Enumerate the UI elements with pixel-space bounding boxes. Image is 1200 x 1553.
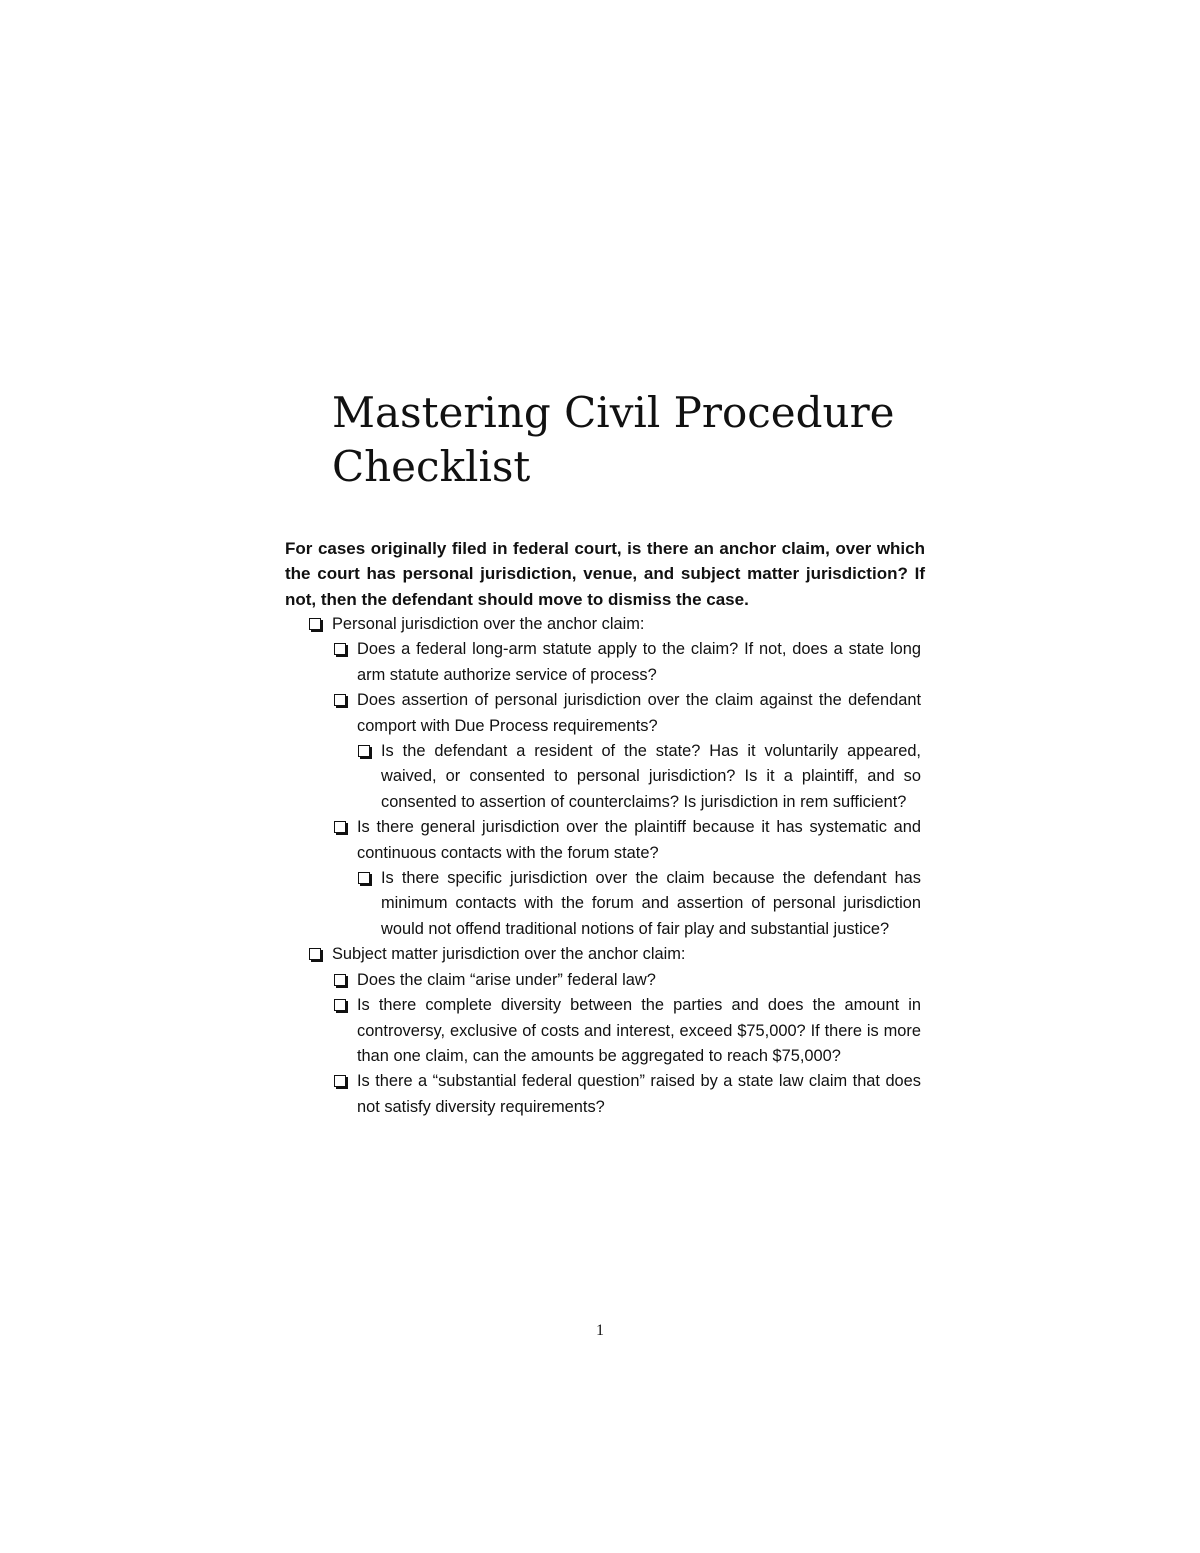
title-line-2: Checklist	[332, 442, 531, 491]
title-line-1: Mastering Civil Procedure	[332, 388, 895, 437]
checklist	[332, 612, 921, 1120]
checkbox-icon[interactable]	[358, 745, 370, 757]
checkbox-icon[interactable]	[358, 872, 370, 884]
checklist-item-text: Personal jurisdiction over the anchor claim:	[332, 615, 645, 633]
checkbox-icon[interactable]	[334, 643, 346, 655]
checklist-item	[332, 815, 921, 866]
checklist-item-text: Does a federal long-arm statute apply to the claim? If not, does a state long arm statute authorize service of process?	[357, 640, 921, 684]
checkbox-icon[interactable]	[309, 618, 321, 630]
checkbox-icon[interactable]	[334, 821, 346, 833]
checklist-item-text: Does assertion of personal jurisdiction over the claim against the defendant comport with Due Process requirements?	[357, 691, 921, 735]
intro-paragraph: For cases originally filed in federal court, is there an anchor claim, over which the court has personal jurisdiction, venue, and subject matter jurisdiction? If not, then the defendant should move to dismiss the case.	[285, 539, 925, 609]
checkbox-icon[interactable]	[334, 999, 346, 1011]
checklist-item-text: Is there complete diversity between the parties and does the amount in controversy, exclusive of costs and interest, exceed $75,000? If there is more than one claim, can the amounts be aggregated to reach $75,000?	[357, 996, 921, 1065]
checklist-item	[332, 688, 921, 739]
checklist-item	[332, 637, 921, 688]
checklist-item	[332, 866, 921, 942]
checklist-item	[332, 739, 921, 815]
checklist-item-text: Subject matter jurisdiction over the anchor claim:	[332, 945, 686, 964]
checklist-item-text: Is the defendant a resident of the state? Has it voluntarily appeared, waived, or consented to personal jurisdiction? Is it a plaintiff, and so consented to assertion of counterclaims? Is jurisdiction in rem sufficient?	[381, 742, 921, 811]
checklist-item	[332, 1069, 921, 1120]
checklist-item-text: Is there a “substantial federal question” raised by a state law claim that does not satisfy diversity requirements?	[357, 1072, 921, 1116]
checklist-item	[332, 942, 921, 967]
checklist-item-text: Is there specific jurisdiction over the claim because the defendant has minimum contacts with the forum and assertion of personal jurisdiction would not offend traditional notions of fair play and substantial justice?	[381, 869, 921, 938]
checklist-item-text: Is there general jurisdiction over the plaintiff because it has systematic and continuous contacts with the forum state?	[357, 818, 921, 862]
checkbox-icon[interactable]	[309, 948, 321, 960]
checklist-item	[332, 968, 921, 993]
checkbox-icon[interactable]	[334, 694, 346, 706]
checkbox-icon[interactable]	[334, 1075, 346, 1087]
checklist-item-text: Does the claim “arise under” federal law?	[357, 970, 656, 989]
checklist-item	[332, 612, 921, 637]
page-number: 1	[596, 1322, 604, 1339]
page-title	[332, 386, 972, 494]
checklist-item	[332, 993, 921, 1069]
checkbox-icon[interactable]	[334, 974, 346, 986]
